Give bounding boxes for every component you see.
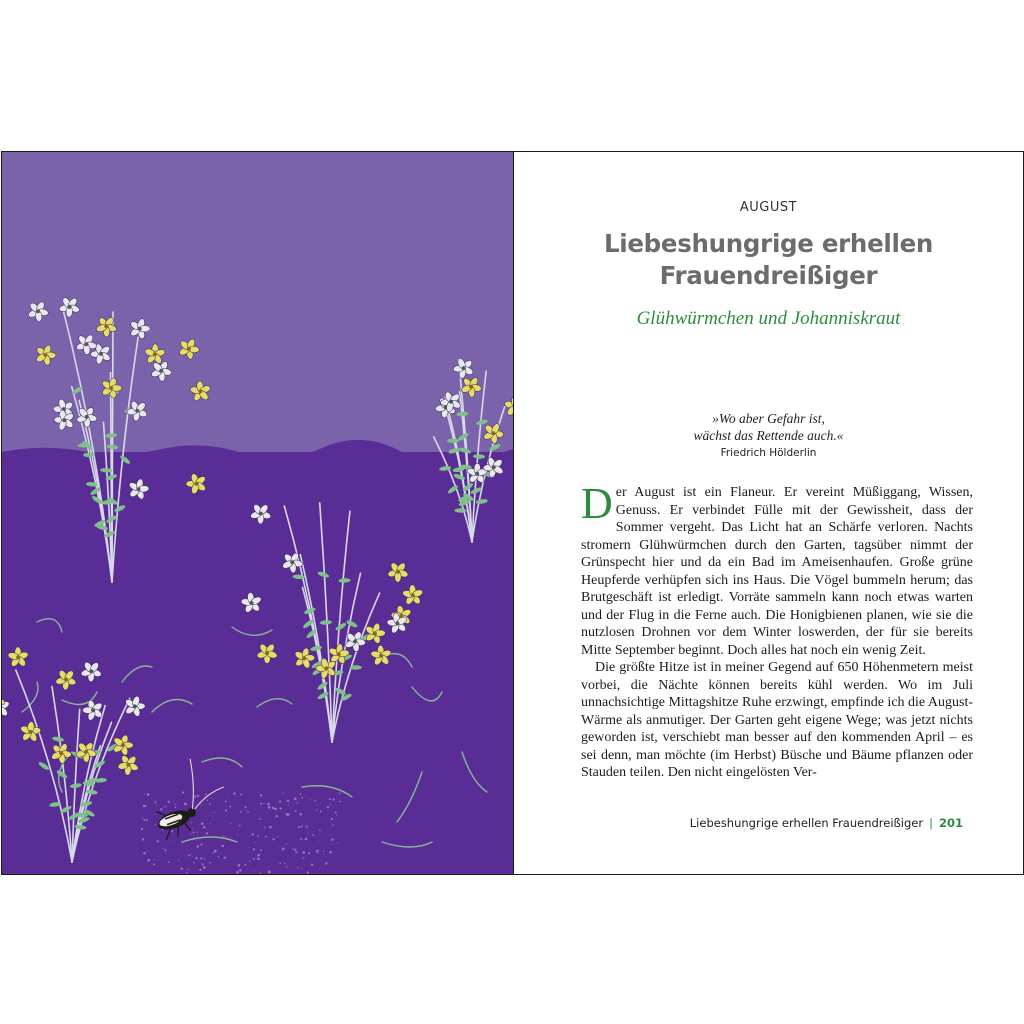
- chapter-subtitle: Glühwürmchen und Johanniskraut: [636, 308, 901, 329]
- epigraph-line-2: wächst das Rettende auch.«: [693, 428, 844, 443]
- paragraph-1-text: er August ist ein Flaneur. Er vereint Müßiggang, Wissen, Genuss. Er verbindet Fülle mit der Gewissheit, dass der Sommer vergeht. Das Licht hat an Schärfe verloren. Nachts stromern Glühwürmchen durch den Garten, tagsüber nimmt der Grünspecht hier und da ein Bad im Ameisenhaufen. Große grüne Heupferde verhüpfen sich ins Haus. Die Vögel bummeln herum; das Brutgeschäft ist erledigt. Vorräte sammeln kann noch etwas warten und der Flug in die Ferne auch. Die Honigbienen planen, wie sie die nutzlosen Drohnen vor dem Winter loswerden, der für sie bereits Mitte September beginnt. Doch alles hat noch ein wenig Zeit.: [581, 485, 973, 658]
- footer-separator: |: [929, 816, 933, 830]
- book-spread: [1, 151, 1024, 875]
- text-page: [514, 152, 1023, 874]
- epigraph-quote: [514, 410, 1023, 444]
- footer-title: Liebeshungrige erhellen Frauendreißiger: [689, 816, 924, 830]
- paragraph-2: Die größte Hitze ist in meiner Gegend auf 650 Höhenmetern meist vorbei, die Nächte können bereits kühl werden. Wo im Juli unnachsichtige Mittagshitze Ruhe erzwingt, empfinde ich die August-Wärme als anmutiger. Der Garten geht eigene Wege; was jetzt nichts geworden ist, verschiebt man besser auf den kommenden April – es sei denn, man möchte (im Herbst) Büsche und Bäume pflanzen oder Stauden teilen. Den nicht eingelösten Ver-: [581, 660, 973, 780]
- chapter-month-label: AUGUST: [739, 200, 798, 215]
- meadow-flowers-beetle-illustration: [2, 152, 513, 874]
- chapter-title-line-1: Liebeshungrige erhellen: [603, 229, 934, 258]
- epigraph-author: Friedrich Hölderlin: [720, 447, 817, 459]
- chapter-title: [514, 228, 1023, 292]
- epigraph-line-1: »Wo aber Gefahr ist,: [712, 411, 825, 426]
- page-number: 201: [938, 816, 963, 830]
- illustration-page: [2, 152, 513, 874]
- drop-cap: D: [581, 479, 613, 528]
- paragraph-1: [581, 479, 973, 659]
- running-footer: [690, 816, 963, 830]
- chapter-title-line-2: Frauendreißiger: [659, 261, 878, 290]
- body-text: [581, 479, 973, 782]
